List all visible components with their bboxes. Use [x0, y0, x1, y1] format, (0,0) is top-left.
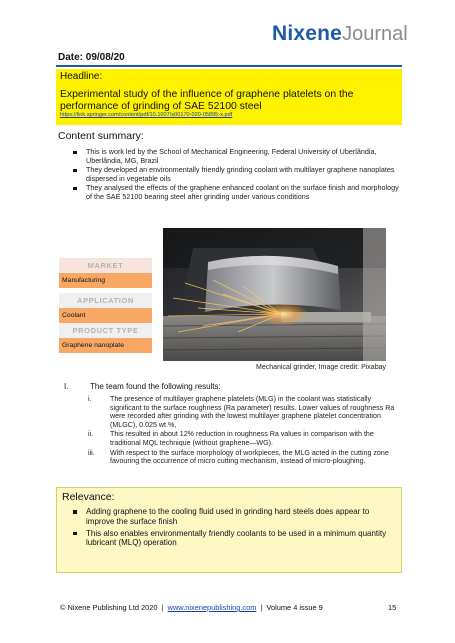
list-item — [60, 449, 400, 466]
list-item — [72, 166, 400, 183]
footer-copyright: © Nixene Publishing Ltd 2020 — [60, 603, 158, 612]
logo-suffix: Journal — [342, 23, 408, 45]
content-summary-label: Content summary: — [58, 130, 144, 142]
journal-logo — [272, 22, 408, 48]
relevance-label: Relevance: — [62, 491, 115, 503]
date-text: Date: 09/08/20 — [58, 52, 125, 63]
list-item-text: This is work led by the School of Mechanical Engineering, Federal University of Uberlândia, Uberlândia, MG, Brazil — [86, 147, 377, 165]
list-item — [60, 395, 400, 429]
product-type-label: PRODUCT TYPE — [59, 323, 152, 338]
findings-number: I. — [64, 382, 69, 391]
list-item — [72, 184, 400, 201]
list-item — [72, 148, 400, 165]
bullet-icon — [73, 151, 77, 155]
item-numeral: ii. — [88, 430, 94, 439]
footer-volume: Volume 4 issue 9 — [266, 603, 323, 612]
application-value: Coolant — [59, 308, 152, 323]
headline-box — [56, 69, 402, 125]
headline-title: Experimental study of the influence of graphene platelets on the performance of grinding of SAE 52100 steel — [60, 89, 354, 112]
bullet-icon — [73, 532, 77, 536]
footer-url[interactable]: www.nixenepublishing.com — [167, 603, 257, 612]
findings-section — [60, 382, 400, 467]
page-footer — [60, 603, 400, 612]
grinder-photo — [163, 228, 386, 361]
item-numeral: iii. — [88, 448, 95, 457]
list-item — [72, 507, 396, 527]
relevance-list — [62, 507, 396, 548]
application-label: APPLICATION — [59, 293, 152, 308]
date-bar — [56, 51, 402, 67]
relevance-box — [56, 487, 402, 573]
item-numeral: i. — [88, 395, 92, 403]
findings-heading-text: The team found the following results: — [90, 382, 221, 391]
list-item-text: They developed an environmentally friendly grinding coolant with multilayer graphene nanoplates dispersed in vegetable oils — [86, 165, 395, 183]
image-caption: Mechanical grinder, Image credit: Pixabay — [256, 364, 386, 371]
content-summary-list — [72, 148, 400, 203]
logo-brand: Nixene — [272, 22, 343, 45]
bullet-icon — [73, 510, 77, 514]
list-item-text: With respect to the surface morphology of workpieces, the MLG acted in the cutting zone favouring the occurrence of micro cutting mechanism, instead of micro-ploughing. — [110, 448, 389, 466]
list-item-text: Adding graphene to the cooling fluid used in grinding hard steels does appear to improve the surface finish — [86, 507, 370, 526]
product-type-value: Graphene nanoplate — [59, 338, 152, 353]
headline-label: Headline: — [60, 71, 103, 82]
footer-separator: | — [161, 603, 164, 612]
bullet-icon — [73, 169, 77, 173]
list-item — [72, 529, 396, 549]
list-item-text: This also enables environmentally friendly coolants to be used in a minimum quantity lubricant (MLQ) operation — [86, 528, 387, 548]
list-item — [60, 430, 400, 447]
market-label: MARKET — [59, 258, 152, 273]
grinder-illustration — [163, 228, 386, 361]
tag-panel — [59, 258, 152, 353]
list-item-text: The presence of multilayer graphene platelets (MLG) in the coolant was statistically significant to the surface roughness (Ra parameter) results. Lower values of roughness Ra were recorded after grinding with the lowest multilayer graphene platelet concentration (MLGC), 0.025 wt.%, — [110, 395, 395, 429]
market-value: Manufacturing — [59, 273, 152, 288]
headline-link[interactable]: https://link.springer.com/content/pdf/10.1007/s00170-020-05895-x.pdf — [60, 112, 233, 118]
page-number: 15 — [388, 603, 397, 612]
findings-heading — [60, 382, 400, 392]
list-item-text: This resulted in about 12% reduction in roughness Ra values in comparison with the traditional MQL technique (without graphene—WG). — [110, 430, 374, 447]
list-item-text: They analysed the effects of the graphene enhanced coolant on the surface finish and morphology of the SAE 52100 bearing steel after grinding under various conditions — [86, 183, 399, 201]
findings-list — [60, 395, 400, 466]
bullet-icon — [73, 187, 77, 191]
footer-separator: | — [260, 603, 263, 612]
